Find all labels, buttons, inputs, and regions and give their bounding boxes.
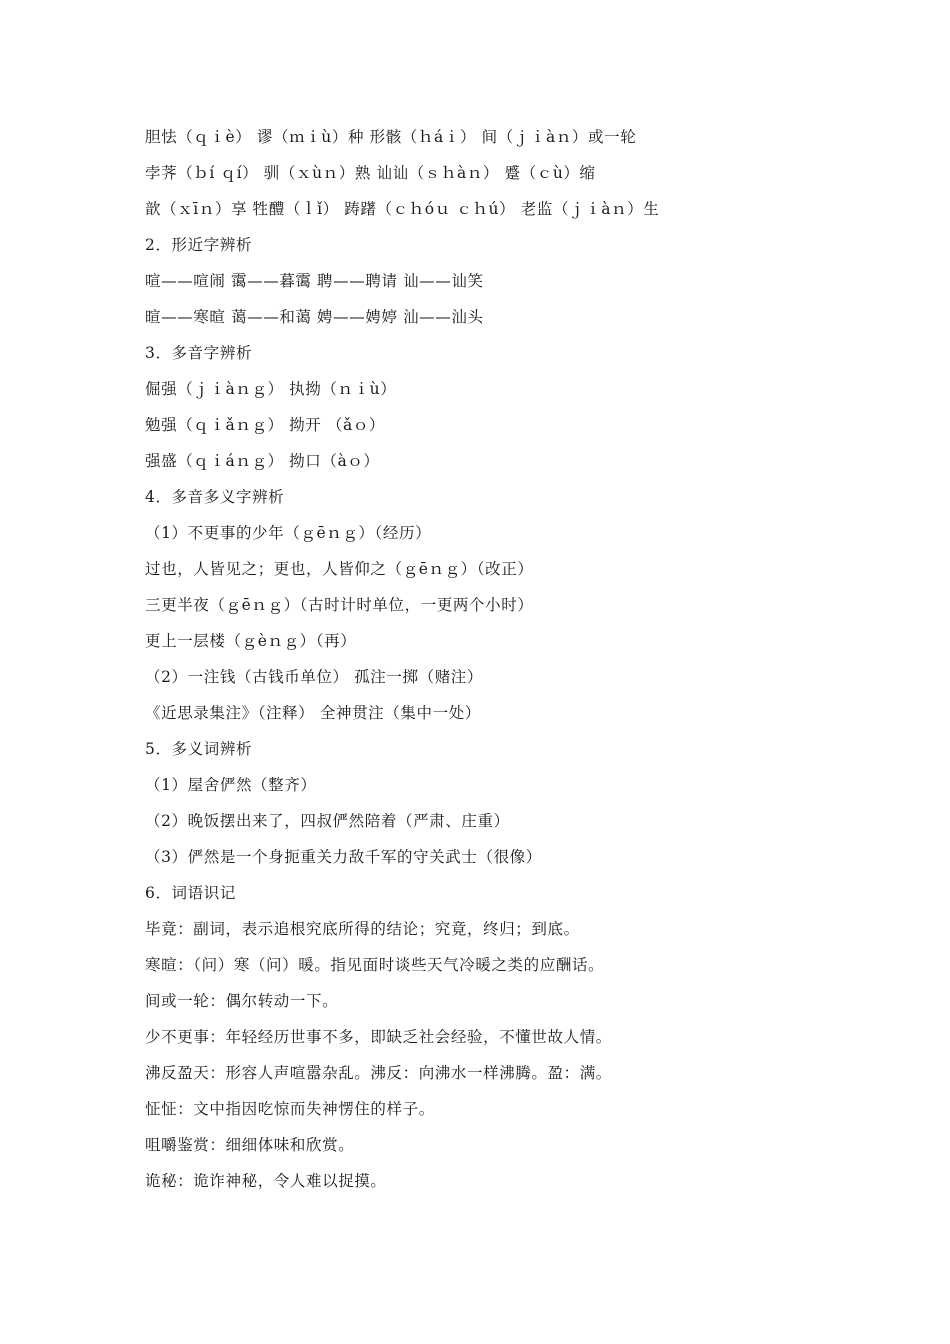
polysemy-line-5: （2）一注钱（古钱币单位） 孤注一掷（赌注） bbox=[145, 668, 483, 686]
multi-meaning-line-1: （1）屋舍俨然（整齐） bbox=[145, 776, 317, 794]
multi-meaning-line-3: （3）俨然是一个身扼重关力敌千军的守关武士（很像） bbox=[145, 848, 542, 866]
vocab-line-2: 寒暄：（问）寒（问）暖。指见面时谈些天气冷暖之类的应酬话。 bbox=[145, 956, 605, 974]
section-heading-6: 6．词语识记 bbox=[145, 884, 236, 902]
polysemy-line-4: 更上一层楼（ｇèｎｇ）（再） bbox=[145, 632, 357, 650]
vocab-line-5: 沸反盈天：形容人声喧嚣杂乱。沸反：向沸水一样沸腾。盈：满。 bbox=[145, 1064, 612, 1082]
pronunciation-line-3: 歆（ｘīｎ）享 牲醴（ｌǐ） 踌躇（ｃｈóｕ ｃｈú） 老监（ｊｉàｎ）生 bbox=[145, 200, 660, 218]
vocab-line-6: 怔怔：文中指因吃惊而失神愣住的样子。 bbox=[145, 1100, 435, 1118]
vocab-line-3: 间或一轮：偶尔转动一下。 bbox=[145, 992, 339, 1010]
polysemy-line-2: 过也，人皆见之；更也，人皆仰之（ｇēｎｇ）（改正） bbox=[145, 560, 534, 578]
multi-meaning-line-2: （2）晚饭摆出来了，四叔俨然陪着（严肃、庄重） bbox=[145, 812, 510, 830]
vocab-line-7: 咀嚼鉴赏：细细体味和欣赏。 bbox=[145, 1136, 355, 1154]
similar-chars-line-2: 暄——寒暄 蔼——和蔼 娉——娉婷 汕——汕头 bbox=[145, 308, 484, 326]
polyphone-line-1: 倔强（ｊｉàｎｇ） 执拗（ｎｉù） bbox=[145, 380, 397, 398]
similar-chars-line-1: 喧——喧闹 霭——暮霭 聘——聘请 讪——讪笑 bbox=[145, 272, 484, 290]
polysemy-line-1: （1）不更事的少年（ｇēｎｇ）（经历） bbox=[145, 524, 432, 542]
section-heading-5: 5．多义词辨析 bbox=[145, 740, 253, 758]
section-heading-2: 2．形近字辨析 bbox=[145, 236, 253, 254]
polysemy-line-6: 《近思录集注》（注释） 全神贯注（集中一处） bbox=[145, 704, 481, 722]
pronunciation-line-1: 胆怯（ｑｉè） 谬（ｍｉù）种 形骸（ｈáｉ） 间（ｊｉàｎ）或一轮 bbox=[145, 128, 637, 146]
vocab-line-8: 诡秘：诡诈神秘，令人难以捉摸。 bbox=[145, 1172, 387, 1190]
polyphone-line-3: 强盛（ｑｉáｎｇ） 拗口（àｏ） bbox=[145, 452, 380, 470]
section-heading-3: 3．多音字辨析 bbox=[145, 344, 253, 362]
section-heading-4: 4．多音多义字辨析 bbox=[145, 488, 285, 506]
polysemy-line-3: 三更半夜（ｇēｎｇ）（古时计时单位，一更两个小时） bbox=[145, 596, 534, 614]
vocab-line-1: 毕竟：副词，表示追根究底所得的结论；究竟，终归；到底。 bbox=[145, 920, 580, 938]
polyphone-line-2: 勉强（ｑｉǎｎｇ） 拗开 （ǎｏ） bbox=[145, 416, 386, 434]
pronunciation-line-2: 孛荠（ｂí ｑí） 驯（ｘùｎ）熟 讪讪（ｓｈàｎ） 蹙（ｃù）缩 bbox=[145, 164, 596, 182]
vocab-line-4: 少不更事：年轻经历世事不多，即缺乏社会经验，不懂世故人情。 bbox=[145, 1028, 612, 1046]
